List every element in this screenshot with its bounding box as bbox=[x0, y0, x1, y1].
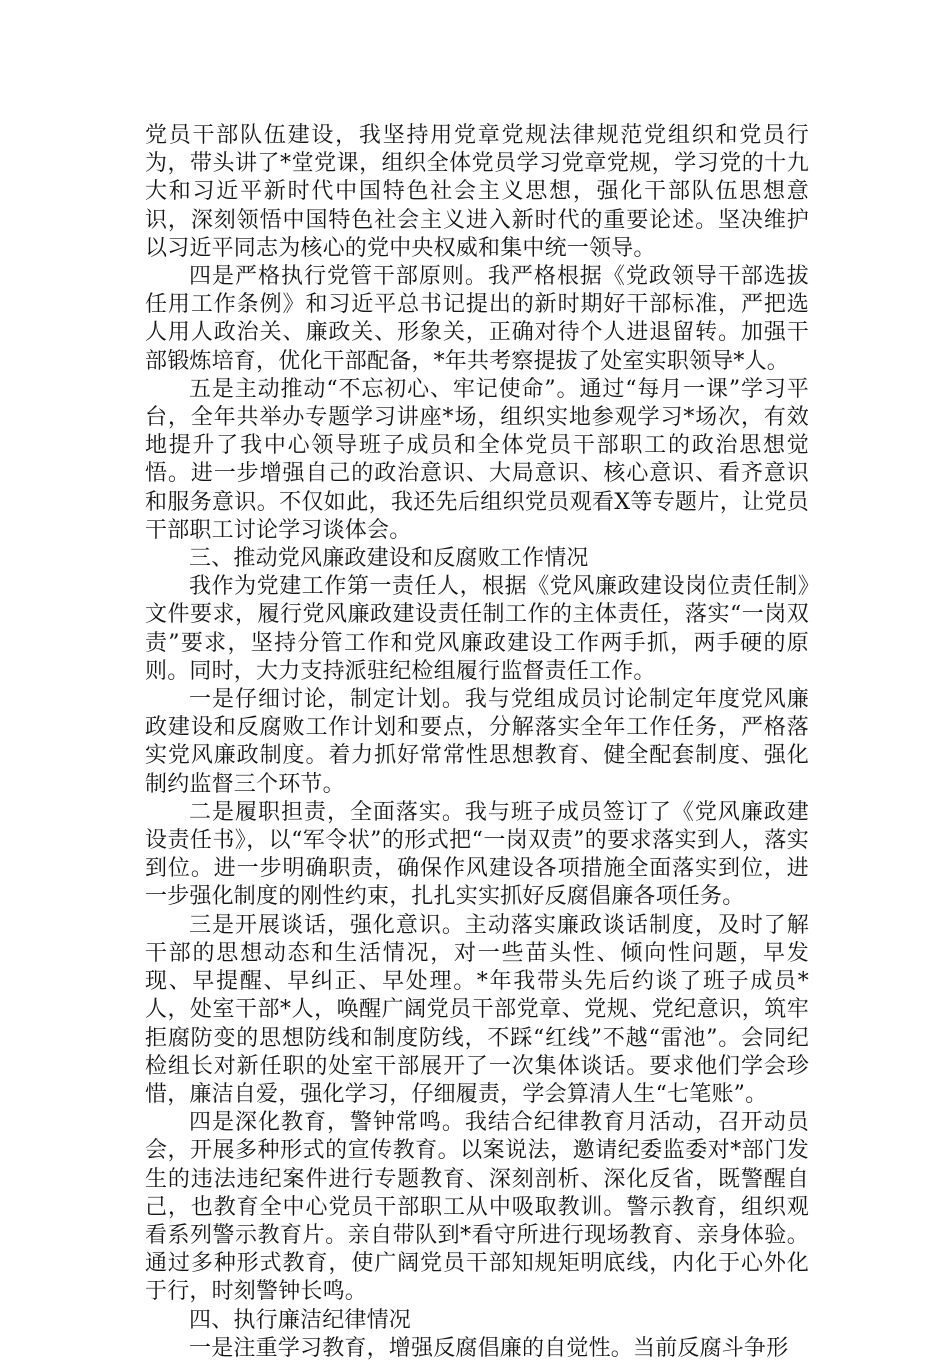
document-body bbox=[145, 122, 809, 1363]
paragraph-9: 四是深化教育，警钟常鸣。我结合纪律教育月活动，召开动员会，开展多种形式的宣传教育。以案说法，邀请纪委监委对*部门发生的违法违纪案件进行专题教育、深刻剖析、深化反省，既警醒自己，也教育全中心党员干部职工从中吸取教训。警示教育，组织观看系列警示教育片。亲自带队到*看守所进行现场教育、亲身体验。通过多种形式教育，使广阔党员干部知规矩明底线，内化于心外化于行，时刻警钟长鸣。 bbox=[145, 1110, 809, 1305]
paragraph-11: 一是注重学习教育，增强反腐倡廉的自觉性。当前反腐斗争形 bbox=[189, 1335, 789, 1361]
paragraph-7: 二是履职担责，全面落实。我与班子成员签订了《党风廉政建设责任书》，以“军令状”的形式把“一岗双责”的要求落实到人，落实到位。进一步明确职责，确保作风建设各项措施全面落实到位，进一步强化制度的刚性约束，扎扎实实抓好反腐倡廉各项任务。 bbox=[145, 799, 809, 910]
paragraph-3: 五是主动推动“不忘初心、牢记使命”。通过“每月一课”学习平台，全年共举办专题学习讲座*场，组织实地参观学习*场次，有效地提升了我中心领导班子成员和全体党员干部职工的政治思想觉悟。进一步增强自己的政治意识、大局意识、核心意识、看齐意识和服务意识。不仅如此，我还先后组织党员观看X等专题片，让党员干部职工讨论学习谈体会。 bbox=[145, 376, 809, 543]
paragraph-6: 一是仔细讨论，制定计划。我与党组成员讨论制定年度党风廉政建设和反腐败工作计划和要点，分解落实全年工作任务，严格落实党风廉政制度。着力抓好常常性思想教育、健全配套制度、强化制约监督三个环节。 bbox=[145, 687, 809, 797]
paragraph-2: 四是严格执行党管干部原则。我严格根据《党政领导干部选拔任用工作条例》和习近平总书记提出的新时期好干部标准，严把选人用人政治关、廉政关、形象关，正确对待个人进退留转。加强干部锻炼培育，优化干部配备，*年共考察提拔了处室实职领导*人。 bbox=[145, 264, 809, 374]
paragraph-5: 我作为党建工作第一责任人，根据《党风廉政建设岗位责任制》文件要求，履行党风廉政建设责任制工作的主体责任，落实“一岗双责”要求，坚持分管工作和党风廉政建设工作两手抓，两手硬的原则。同时，大力支持派驻纪检组履行监督责任工作。 bbox=[145, 574, 809, 684]
section-heading-3: 三、推动党风廉政建设和反腐败工作情况 bbox=[189, 546, 589, 572]
section-heading-4: 四、执行廉洁纪律情况 bbox=[189, 1307, 412, 1333]
paragraph-1: 党员干部队伍建设，我坚持用党章党规法律规范党组织和党员行为，带头讲了*堂党课，组织全体党员学习党章党规，学习党的十九大和习近平新时代中国特色社会主义思想，强化干部队伍思想意识，深刻领悟中国特色社会主义进入新时代的重要论述。坚决维护以习近平同志为核心的党中央权威和集中统一领导。 bbox=[145, 123, 809, 261]
paragraph-8: 三是开展谈话，强化意识。主动落实廉政谈话制度，及时了解干部的思想动态和生活情况，对一些苗头性、倾向性问题，早发现、早提醒、早纠正、早处理。*年我带头先后约谈了班子成员*人，处室干部*人，唤醒广阔党员干部党章、党规、党纪意识，筑牢拒腐防变的思想防线和制度防线，不踩“红线”不越“雷池”。会同纪检组长对新任职的处室干部展开了一次集体谈话。要求他们学会珍惜，廉洁自爱，强化学习，仔细履责，学会算清人生“七笔账”。 bbox=[145, 912, 809, 1107]
